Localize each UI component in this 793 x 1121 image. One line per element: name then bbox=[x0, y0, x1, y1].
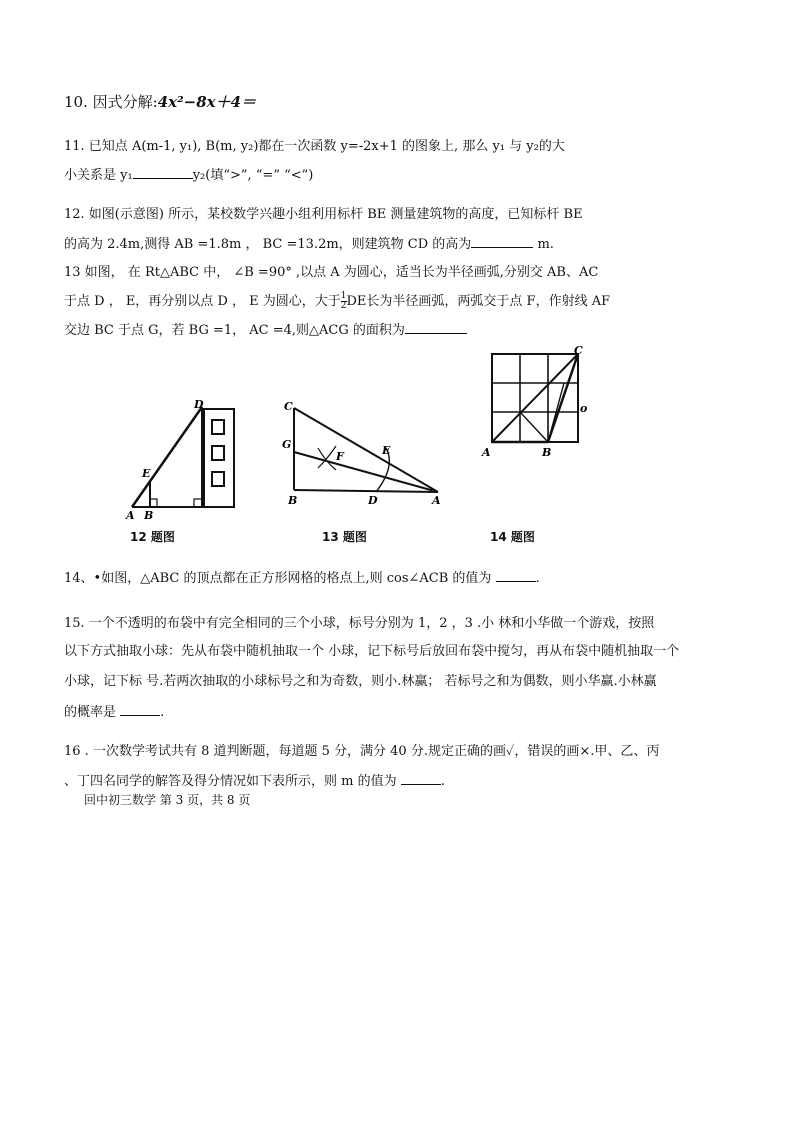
label-B: B bbox=[542, 446, 552, 459]
answer-blank bbox=[401, 772, 441, 785]
answer-blank bbox=[120, 703, 160, 716]
q11-part-b: y₂(填“>”, “=” “<”) bbox=[192, 168, 314, 183]
question-15-line2: 以下方式抽取小球：先从布袋中随机抽取一个 小球，记下标号后放回布袋中搅匀，再从布袋中随机抽取一个 bbox=[64, 644, 680, 659]
page-footer: 回中初三数学 第 3 页，共 8 页 bbox=[84, 793, 251, 807]
q12-part-b: m. bbox=[537, 237, 554, 252]
label-D: D bbox=[194, 398, 204, 411]
q10-expression: 4x²−8x＋4＝ bbox=[157, 93, 257, 111]
q13-part-c: 交边 BC 于点 G，若 BG =1， AC =4,则△ACG 的面积为 bbox=[64, 323, 405, 338]
q13-part-a: 于点 D ， E，再分别以点 D ， E 为圆心，大于 bbox=[64, 294, 341, 309]
question-15-line1: 15. 一个不透明的布袋中有完全相同的三个小球，标号分别为 1，2 ，3 .小 林和小华做一个游戏，按照 bbox=[64, 616, 655, 631]
question-15-line4: 的概率是 . bbox=[64, 705, 165, 720]
question-12-line2 bbox=[64, 235, 554, 254]
question-11-line2 bbox=[64, 166, 313, 185]
answer-blank bbox=[405, 321, 467, 334]
fraction-one-half: $\frac{1}{2}$ bbox=[340, 291, 347, 311]
label-B: B bbox=[144, 509, 154, 522]
label-A: A bbox=[126, 509, 135, 522]
label-G: G bbox=[282, 438, 292, 451]
figure-14-caption: 14 题图 bbox=[490, 530, 535, 544]
question-13-line2 bbox=[64, 292, 610, 311]
q11-part-a: 小关系是 y₁ bbox=[64, 168, 133, 183]
question-12-line1: 12. 如图(示意图) 所示，某校数学兴趣小组利用标杆 BE 测量建筑物的高度，已知标杆 BE bbox=[64, 207, 583, 222]
answer-blank bbox=[133, 166, 193, 179]
figure-13 bbox=[278, 396, 450, 508]
q14-text: 14、•如图，△ABC 的顶点都在正方形网格的格点上,则 cos∠ACB 的值为 bbox=[64, 571, 492, 586]
figure-12 bbox=[120, 392, 250, 522]
label-A: A bbox=[432, 494, 441, 507]
figure-13-caption: 13 题图 bbox=[322, 530, 367, 544]
question-11-line1: 11. 已知点 A(m-1, y₁), B(m, y₂)都在一次函数 y=-2x+1 的图象上, 那么 y₁ 与 y₂的大 bbox=[64, 139, 565, 154]
question-13-line3 bbox=[64, 321, 467, 340]
figure-12-caption: 12 题图 bbox=[130, 530, 175, 544]
label-E: E bbox=[142, 467, 151, 480]
label-C: C bbox=[284, 400, 293, 413]
question-13-line1: 13 如图， 在 Rt△ABC 中， ∠B =90° ,以点 A 为圆心，适当长为半径画弧,分别交 AB、AC bbox=[64, 265, 599, 280]
label-A: A bbox=[482, 446, 491, 459]
label-E: E bbox=[382, 444, 391, 457]
answer-blank bbox=[471, 235, 533, 248]
question-10 bbox=[64, 93, 256, 111]
q16-text: 、丁四名同学的解答及得分情况如下表所示，则 m 的值为 bbox=[64, 774, 397, 789]
answer-blank bbox=[496, 569, 536, 582]
q13-part-b: DE长为半径画弧，两弧交于点 F，作射线 AF bbox=[346, 294, 611, 309]
q10-prefix: 10. 因式分解: bbox=[64, 93, 158, 111]
label-B: B bbox=[288, 494, 298, 507]
question-14: 14、•如图，△ABC 的顶点都在正方形网格的格点上,则 cos∠ACB 的值为 . bbox=[64, 571, 540, 586]
label-C: C bbox=[574, 344, 583, 357]
q15-text: 的概率是 bbox=[64, 705, 117, 720]
label-O: o bbox=[580, 402, 588, 415]
label-F: F bbox=[336, 450, 344, 463]
question-16-line1: 16 . 一次数学考试共有 8 道判断题，每道题 5 分，满分 40 分.规定正确的画✓，错误的画×.甲、乙、丙 bbox=[64, 744, 660, 759]
question-15-line3: 小球，记下标 号.若两次抽取的小球标号之和为奇数，则小.林赢； 若标号之和为偶数，则小华赢.小林赢 bbox=[64, 674, 657, 689]
label-D: D bbox=[368, 494, 378, 507]
q12-part-a: 的高为 2.4m,测得 AB =1.8m ， BC =13.2m，则建筑物 CD 的高为 bbox=[64, 237, 472, 252]
question-16-line2: 、丁四名同学的解答及得分情况如下表所示，则 m 的值为 . bbox=[64, 774, 445, 789]
figure-14 bbox=[480, 344, 590, 462]
